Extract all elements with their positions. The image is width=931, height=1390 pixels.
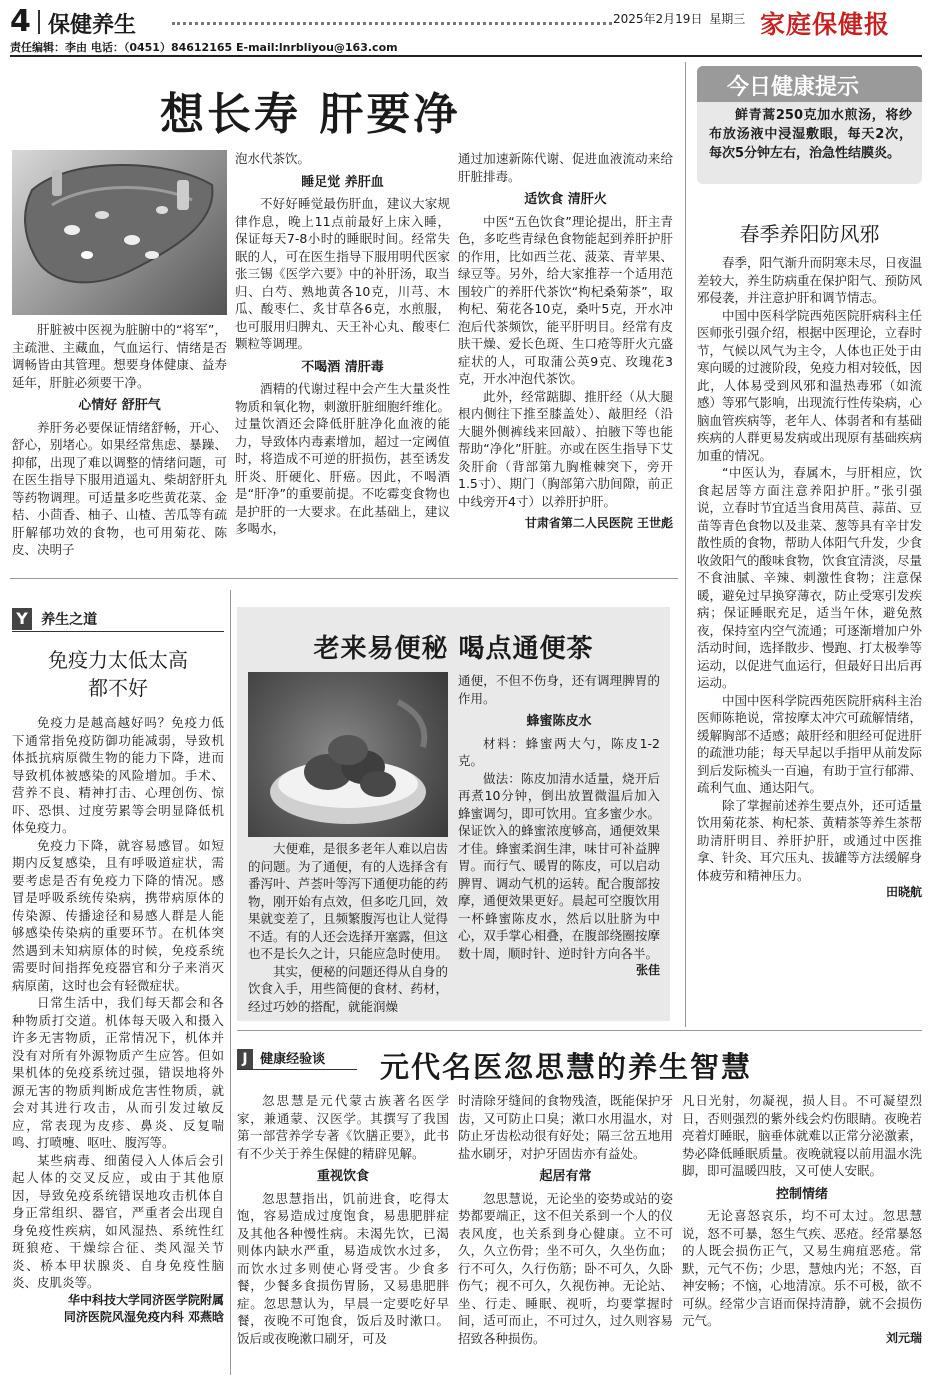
article5-paragraph: 凡日光射，勿凝视，损人目。不可凝望烈日，否则强烈的紫外线会灼伤眼睛。夜晚若亮着灯睡眠，脑垂体就难以正常分泌激素，势必降低睡眠质量。夜晚就寝以前用温水洗脚，即可温暖四肢，又可使人安眠。	[682, 1093, 922, 1178]
column-label-text: 健康经验谈	[260, 1052, 326, 1067]
article3-byline: 同济医院风湿免疫内科 邓燕晗	[63, 1310, 224, 1324]
article5-col2	[458, 1092, 673, 1347]
article5-byline: 刘元瑞	[885, 1330, 922, 1345]
article1-paragraph: 泡水代茶饮。	[235, 151, 311, 166]
column-label-jingyan	[237, 1048, 357, 1070]
article4-byline: 张佳	[635, 963, 660, 977]
article3-title	[12, 646, 224, 702]
article4-paragraph: 通便，不但不伤身，还有调理脾胃的作用。	[458, 673, 660, 706]
article5-paragraph: 时清除牙缝间的食物残渣，既能保护牙齿，又可防止口臭；漱口水用温水，对防止牙齿松动很有好处；隔三岔五地用盐水刷牙，对护牙固齿亦有益处。	[458, 1093, 673, 1161]
health-tip-text: 鲜青蒿250克加水煎汤，将纱布放汤液中浸湿敷眼，每天2次，每次5分钟左右，治急性结膜炎。	[709, 108, 912, 161]
section-name: 保健养生	[48, 12, 137, 38]
article1-subheading: 适饮食 清肝火	[524, 192, 607, 207]
article5-paragraph: 无论喜怒哀乐，均不可太过。忽思慧说，怒不可暴，怒生气疾、恶疮。经常暴怒的人既会损伤正气，又易生痈疽恶疮。常默，元气不伤；少思，慧烛内光；不怒，百神安畅；不恼，心地清凉。乐不可极，欲不可纵。经常少言语而保持清静，就不会损伤元气。	[682, 1208, 922, 1328]
article1-col3	[458, 150, 673, 533]
column-label-yangsheng	[12, 608, 224, 632]
header-underline	[10, 55, 922, 57]
article3-byline: 华中科技大学同济医学院附属	[67, 1292, 224, 1307]
article3-paragraph: 日常生活中，我们每天都会和各种物质打交道。机体每天吸入和摄入许多无害物质，正常情况下，机体并没有对所有外源物质产生应答。但如果机体的免疫系统过强，错误地将外源无害的物质判断成危害性物质，就会对其进行攻击，从而引发过敏反应，常表现为皮疹、鼻炎、反复喘鸣、打喷嚏、呕吐、腹泻等。	[12, 995, 224, 1150]
health-tip-title: 今日健康提示	[727, 74, 860, 100]
article3-paragraph: 免疫力下降，就容易感冒。如短期内反复感染，且有呼吸道症状，需要考虑是否有免疫力下降的情况。感冒是呼吸系统传染病，携带病原体的传染源、传播途径和易感人群是人能够感染传染病的重要环节。在机体突然遇到未知病原体的时候，免疫系统需要时间指挥免疫器官和分子来消灭病原菌，这时也会有轻微症状。	[12, 837, 224, 993]
article5-subheading: 重视饮食	[316, 1169, 369, 1184]
article5-title: 元代名医忽思慧的养生智慧	[380, 1050, 753, 1084]
article2-paragraph: 春季，阳气渐升而阴寒未尽，日夜温差较大，养生防病重在保护阳气、预防风邪侵袭，并注意护肝和调节情志。	[697, 255, 923, 305]
article4-paragraph: 材料：蜂蜜两大勺，陈皮1-2克。	[458, 735, 660, 768]
issue-date-text: 2025年2月19日	[613, 12, 703, 26]
article2-body	[697, 254, 922, 902]
article1-title: 想长寿 肝要净	[160, 89, 461, 140]
article3-paragraph: 某些病毒、细菌侵入人体后会引起人体的交叉反应，或由于其他原因，导致免疫系统错误地攻击机体自身正常组织、器官，严重者会出现自身免疫性疾病，如风湿热、系统性红斑狼疮、干燥综合征、类风湿关节炎、桥本甲状腺炎、自身免疫性脑炎、皮肌炎等。	[12, 1152, 224, 1290]
article3-body	[12, 714, 224, 1327]
j-letter-icon: J	[237, 1049, 253, 1069]
row-divider	[10, 578, 678, 579]
article4-subheading: 蜂蜜陈皮水	[526, 714, 592, 729]
article5-subheading: 控制情绪	[775, 1186, 828, 1202]
article3-title-line: 免疫力太低太高	[48, 648, 188, 672]
article5-paragraph: 忽思慧指出，饥前进食，吃得太饱，容易造成过度饱食，易患肥胖症及其他各种慢性病。未渴先饮，已渴则体内缺水严重，易造成饮水过多，而饮水过多则使心肾受害。少食多餐，少餐多食损伤胃肠，又易患肥胖症。忽思慧认为，早晨一定要吃好早餐，夜晚不可饱食，饭后及时漱口。饭后或夜晚漱口刷牙，可及	[237, 1190, 449, 1346]
article1-paragraph: 通过加速新陈代谢、促进血液流动来给肝脏排毒。	[458, 151, 673, 184]
article4-paragraph: 大便难，是很多老年人难以启齿的问题。为了通便，有的人选择含有番泻叶、芦荟叶等泻下通便功能的药物，刚开始有点效，但多吃几回，效果就变差了，且频繁腹泻也让人觉得不适。有的人还会选择开塞露，但这也不是长久之计，只能应急时使用。	[248, 841, 449, 961]
article2-byline: 田晓航	[885, 885, 922, 899]
article4-paragraph: 其实，便秘的问题还得从自身的饮食入手，用些简便的食材、药材，经过巧妙的搭配，就能润燥	[248, 963, 449, 1014]
row-divider	[237, 1030, 922, 1031]
article2-title: 春季养阳防风邪	[739, 222, 880, 246]
article5-subheading: 起居有常	[539, 1169, 592, 1184]
column-divider	[230, 590, 231, 1375]
article1-paragraph: 中医“五色饮食”理论提出，肝主青色，多吃些青绿色食物能起到养肝护肝的作用，比如西兰花、菠菜、青苹果、绿豆等。另外，给大家推荐一个适用范围较广的养肝代茶饮“枸杞桑菊茶”，取枸杞、菊花各10克，桑叶5克，开水冲泡后代茶频饮，能平肝明目。经常有皮肤干燥、爱长色斑、生口疮等肝火亢盛症状的人，可取蒲公英9克、玫瑰花3克，开水冲泡代茶饮。	[458, 213, 673, 386]
article1-byline: 甘肃省第二人民医院 王世彪	[524, 516, 673, 530]
article4-left	[248, 840, 448, 1015]
article1-subheading: 睡足觉 养肝血	[301, 174, 384, 190]
article2-paragraph: 中国中医科学院西苑医院肝病科主任医师张引强介绍，根据中医理论，立春时节，气候以风气为主令，人体也正处于由寒向暖的过渡阶段，免疫力相对较低，因此，人体易受到风邪和温热毒邪（如流感）等邪气影响，出现流行性传染病，心脑血管疾病等，老年人、体弱者和有基础疾病的人群更易发病或出现原有基础疾病加重的情况。	[697, 307, 923, 463]
article1-subheading: 心情好 舒肝气	[78, 398, 161, 413]
article5-col1	[237, 1092, 449, 1347]
page-number: 4	[10, 4, 31, 39]
honey-peel-photo	[248, 672, 448, 837]
article1-paragraph: 养肝务必要保证情绪舒畅，开心、舒心，别堵心。如果经常焦虑、暴躁、抑郁，出现了难以调整的情绪问题，可在医生指导下服用逍遥丸、柴胡舒肝丸等药物调理。可适量多吃些黄花菜、金桔、小茴香、柚子、山楂、苦瓜等有疏肝解郁功效的食物，也可用菊花、陈皮、决明子	[12, 419, 227, 557]
issue-date	[613, 10, 745, 27]
article2-paragraph: 除了掌握前述养生要点外，还可适量饮用菊花茶、枸杞茶、黄精茶等养生茶帮助清肝明目、养肝护肝，或通过中医推拿、针灸、耳穴压丸、拔罐等方法缓解身体疲劳和精神压力。	[697, 797, 923, 883]
article4-title: 老来易便秘 喝点通便茶	[313, 634, 594, 664]
issue-weekday: 星期三	[709, 12, 746, 26]
article1-paragraph: 此外，经常踮脚、推肝经（从大腿根内侧往下推至膝盖处）、敲胆经（沿大腿外侧裤线来回敲）、拍腋下等也能帮助“净化”肝脏。亦或在医生指导下艾灸肝俞（背部第九胸椎棘突下，旁开1.5寸）、期门（胸部第六肋间隙，前正中线旁开4寸）以养肝护肝。	[458, 388, 673, 509]
column-divider	[685, 62, 686, 1027]
article5-col3	[682, 1092, 922, 1347]
health-tip-box	[697, 66, 922, 184]
article4-right	[458, 672, 660, 980]
article1-paragraph: 肝脏被中医视为脏腑中的“将军”，主疏泄、主藏血，气血运行、情绪是否调畅皆由其管理。想要身体健康、益寿延年，肝脏必须要干净。	[12, 322, 227, 390]
column-label-text: 养生之道	[41, 612, 98, 628]
article1-col2	[235, 150, 450, 538]
article1-paragraph: 酒精的代谢过程中会产生大量炎性物质和氧化物，刺激肝脏细胞纤维化。过量饮酒还会降低肝脏净化血液的能力，导致体内毒素增加，超过一定阈值时，将造成不可逆的肝损伤，甚至诱发肝炎、肝硬化、肝癌。因此，不喝酒是“肝净”的重要前提。不吃霉变食物也是护肝的一大要求。在此基础上，建议多喝水，	[235, 381, 450, 536]
y-letter-icon: Y	[12, 608, 32, 630]
article5-paragraph: 忽思慧说，无论坐的姿势或站的姿势都要端正，这不但关系到一个人的仪表风度，也关系到身心健康。立不可久，久立伤骨；坐不可久，久坐伤血；行不可久，久行伤筋；卧不可久，久卧伤气；视不可久，久视伤神。无论站、坐、行走、睡眠、视听，均要掌握时间，适可而止，不可过久，过久则容易招致各种损伤。	[458, 1190, 673, 1346]
liver-illustration	[12, 150, 227, 315]
article1-col1	[12, 321, 227, 559]
article3-paragraph: 免疫力是越高越好吗？免疫力低下通常指免疫防御功能减弱，导致机体抵抗病原微生物的能力下降，进而导致机体被感染的风险增加。手术、营养不良、精神打击、心理创伤、惊吓、恐惧、过度劳累等会明显降低机体免疫力。	[12, 715, 224, 835]
article5-paragraph: 忽思慧是元代蒙古族著名医学家，兼通蒙、汉医学。其撰写了我国第一部营养学专著《饮膳正要》，此书有不少关于养生保健的精辟见解。	[237, 1093, 449, 1161]
article2-paragraph: 中国中医科学院西苑医院肝病科主治医师陈艳说，常按摩太冲穴可疏解情绪，缓解胸部不适感；敲肝经和胆经可促进肝的疏泄功能；每天早起以手指甲从前发际到后发际梳头一百遍，有助于宣行郁滞、疏利气血、通达阳气。	[697, 692, 923, 795]
editor-line: 责任编辑：李由 电话：（0451）84612165 E-mail:lnrbliyou@163.com	[10, 41, 398, 54]
paper-name: 家庭保健报	[760, 10, 891, 39]
article4-paragraph: 做法：陈皮加清水适量，烧开后再煮10分钟，倒出放置微温后加入蜂蜜调匀，即可饮用。宜多蜜少水。保证饮入的蜂蜜浓度够高，通便效果才佳。蜂蜜柔润生津，味甘可补益脾胃。而行气、暖胃的陈皮，可以启动脾胃、调动气机的运转。配合腹部按摩，通便效果更好。晨起可空腹饮用一杯蜂蜜陈皮水，然后以肚脐为中心，双手掌心相叠，在腹部绕圈按摩数十周，顺时针、逆时针方向各半。	[458, 770, 660, 961]
article1-paragraph: 不好好睡觉最伤肝血，建议大家规律作息，晚上11点前最好上床入睡，保证每天7-8小时的睡眠时间。经常失眠的人，可在医生指导下服用明代医家张三锡《医学六要》中的补肝汤，取当归、白芍、熟地黄各10克，川芎、木瓜、酸枣仁、炙甘草各6克，水煎服，也可服用归脾丸、天王补心丸、酸枣仁颗粒等调理。	[235, 196, 450, 351]
article2-paragraph: “中医认为，春属木，与肝相应，饮食起居等方面注意养阳护肝。”张引强说，立春时节宜适当食用莴苣、蒜苗、豆苗等青色食物以及韭菜、葱等具有辛甘发散性质的食物，帮助人体阳气升发，少食收敛阳气的酸味食物，饮食宜清淡，尽量不食油腻、辛辣、刺激性食物；注意保暖，避免过早换穿薄衣，防止受寒引发疾病；保证睡眠充足，适当午休，避免熬夜，保持室内空气流通；可逐渐增加户外活动时间，选择散步、慢跑、打太极拳等运动，以促进气血运行，但最好日出后再运动。	[697, 465, 923, 690]
article3-title-line: 都不好	[88, 676, 148, 700]
header-vbar	[38, 10, 40, 34]
header-rule-dots	[172, 22, 612, 25]
article1-subheading: 不喝酒 清肝毒	[301, 359, 384, 375]
